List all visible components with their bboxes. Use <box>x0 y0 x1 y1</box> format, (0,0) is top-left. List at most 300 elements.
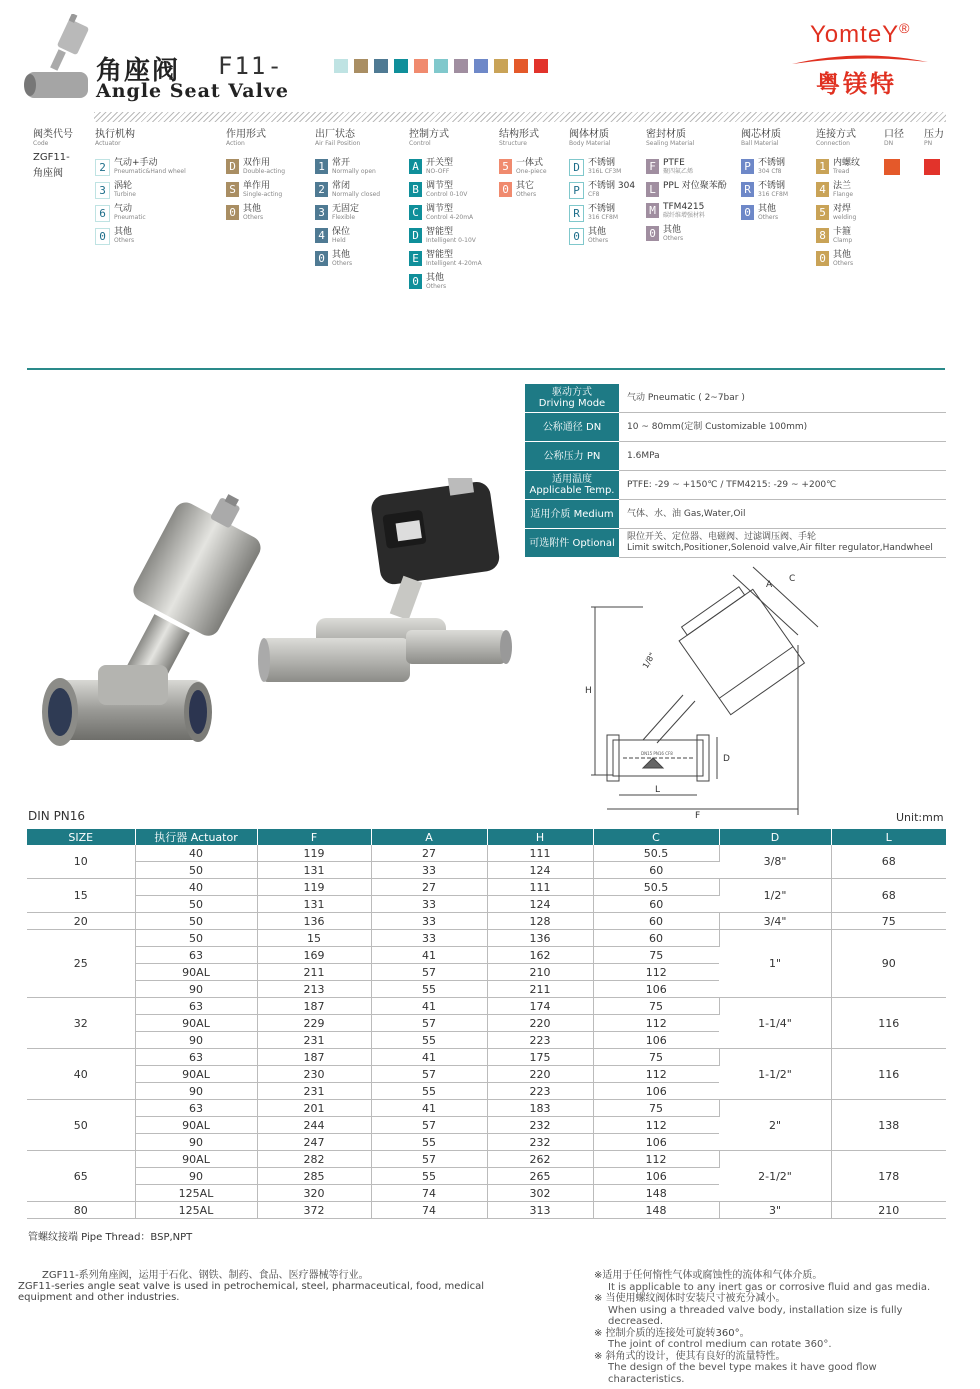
code-badge: B <box>409 182 422 197</box>
code-option-label: 其他 Others <box>243 204 264 221</box>
code-badge: F <box>646 159 659 174</box>
table-cell: 75 <box>593 1100 719 1117</box>
table-cell: 50 <box>135 930 257 947</box>
table-cell: 111 <box>487 845 593 862</box>
table-cell: 74 <box>371 1202 487 1219</box>
code-option-label-en: Single-acting <box>243 191 283 198</box>
table-header-cell: SIZE <box>27 829 135 845</box>
code-option-list <box>33 151 73 181</box>
spec-value-line: 10 ~ 80mm(定制 Customizable 100mm) <box>627 421 808 432</box>
code-option-label-en: Control 0-10V <box>426 191 468 198</box>
table-cell: 33 <box>371 862 487 879</box>
code-color-block <box>884 159 900 175</box>
code-option-label-en: Normally open <box>332 168 376 175</box>
code-column-header-en: Action <box>226 140 245 147</box>
code-badge: 0 <box>226 205 239 220</box>
table-header-cell: D <box>719 829 831 845</box>
spec-key-line: Driving Mode <box>538 398 606 409</box>
table-row <box>27 1049 946 1066</box>
logo-cn: 粤镁特 <box>816 70 897 98</box>
code-badge: 2 <box>95 159 110 176</box>
table-cell: 15 <box>257 930 371 947</box>
size-cell: 10 <box>27 845 135 879</box>
table-cell: 211 <box>257 964 371 981</box>
thread-d-cell: 2-1/2" <box>719 1151 831 1202</box>
code-option <box>499 159 547 176</box>
table-cell: 162 <box>487 947 593 964</box>
table-cell: 262 <box>487 1151 593 1168</box>
code-option-label: 气动 Pneumatic <box>114 204 146 221</box>
code-badge: D <box>226 159 239 174</box>
spec-value-line: 1.6MPa <box>627 450 660 461</box>
table-cell: 247 <box>257 1134 371 1151</box>
table-cell: 112 <box>593 1066 719 1083</box>
code-option-label: 其他 Others <box>663 225 684 242</box>
code-option-label-en: 316L CF3M <box>588 168 622 175</box>
code-badge: 2 <box>315 182 328 197</box>
table-cell: 231 <box>257 1032 371 1049</box>
table-cell: 220 <box>487 1015 593 1032</box>
application-note <box>18 1270 498 1303</box>
code-badge: S <box>226 182 239 197</box>
code-option-label: 常闭 Normally closed <box>332 181 381 198</box>
dim-label-l: L <box>655 785 661 795</box>
spec-key <box>525 500 619 529</box>
feature-note <box>594 1270 954 1293</box>
code-option-label: 其他 Others <box>114 227 135 244</box>
table-cell: 40 <box>135 845 257 862</box>
table-cell: 63 <box>135 1100 257 1117</box>
table-cell: 90 <box>135 1168 257 1185</box>
table-cell: 40 <box>135 879 257 896</box>
dim-label-f: F <box>695 811 701 820</box>
code-option <box>646 159 727 176</box>
code-option-label-en: CF8 <box>588 191 600 198</box>
code-option <box>315 182 380 199</box>
table-cell: 55 <box>371 1083 487 1100</box>
code-option <box>741 159 788 176</box>
table-cell: 90AL <box>135 1015 257 1032</box>
spec-value-line: PTFE: -29 ~ +150℃ / TFM4215: -29 ~ +200℃ <box>627 479 837 490</box>
code-badge: P <box>569 182 584 199</box>
table-cell: 63 <box>135 1049 257 1066</box>
code-option-label-en: Clamp <box>833 237 853 244</box>
table-cell: 50.5 <box>593 879 719 896</box>
size-cell: 32 <box>27 998 135 1049</box>
code-option-label: 不锈钢 304 Cf8 <box>758 158 786 175</box>
spec-value <box>619 529 946 558</box>
code-option-label: 不锈钢 316L CF3M <box>588 158 622 175</box>
code-option-label: 一体式 One-piece <box>516 158 547 175</box>
table-cell: 211 <box>487 981 593 998</box>
code-column-header-en: Ball Material <box>741 140 779 147</box>
spec-key <box>525 529 619 558</box>
code-option-label-en: One-piece <box>516 168 547 175</box>
feature-note-en: When using a threaded valve body, installation size is fully decreased. <box>608 1304 903 1327</box>
code-option-label: 不锈钢 304 CF8 <box>588 181 636 198</box>
code-badge: 0 <box>409 274 422 289</box>
code-option-list <box>816 159 860 268</box>
code-badge: D <box>569 159 584 176</box>
code-badge: 0 <box>569 228 584 245</box>
table-cell: 75 <box>593 947 719 964</box>
table-cell: 230 <box>257 1066 371 1083</box>
code-option <box>569 205 635 222</box>
table-cell: 57 <box>371 1066 487 1083</box>
code-option-label-en: Flange <box>833 191 854 198</box>
spec-key-line: 适用温度 <box>552 474 592 485</box>
code-column-header-en: PN <box>924 140 933 147</box>
code-option <box>569 228 635 245</box>
spec-row <box>525 471 946 500</box>
code-option-label: 调节型 Control 4-20mA <box>426 204 474 221</box>
table-cell: 90 <box>135 981 257 998</box>
table-cell: 112 <box>593 1117 719 1134</box>
code-option <box>741 205 788 222</box>
code-option <box>95 228 186 245</box>
code-option-label: 对焊 welding <box>833 204 857 221</box>
code-column <box>226 129 285 228</box>
table-cell: 313 <box>487 1202 593 1219</box>
code-badge: 3 <box>95 182 110 199</box>
code-badge: P <box>741 159 754 174</box>
code-option-label: 卡箍 Clamp <box>833 227 853 244</box>
code-column <box>741 129 788 228</box>
unit-label: Unit:mm <box>896 811 944 824</box>
spec-value-line: 气体、水、油 Gas,Water,Oil <box>627 508 746 519</box>
code-option-label: 开关型 NO-OFF <box>426 158 454 175</box>
code-option-label-en: 316 CF8M <box>758 191 788 198</box>
code-option-label-en: Held <box>332 237 346 244</box>
section-divider <box>27 368 945 370</box>
code-option-label-en: Others <box>758 214 779 221</box>
code-option <box>409 205 482 222</box>
length-l-cell: 178 <box>831 1151 946 1202</box>
code-column <box>499 129 547 205</box>
table-cell: 187 <box>257 1049 371 1066</box>
code-option-label-en: Others <box>663 235 684 242</box>
code-column-header: 连接方式 Connection <box>816 129 860 147</box>
code-badge: 0 <box>646 226 659 241</box>
table-row <box>27 1100 946 1117</box>
valve-photo-stainless <box>38 490 268 760</box>
thread-d-cell: 3/8" <box>719 845 831 879</box>
code-column <box>884 129 904 175</box>
spec-key-line: 适用介质 Medium <box>530 508 614 520</box>
code-option-label: 智能型 Intelligent 0-10V <box>426 227 476 244</box>
code-prefix: 角座阀 <box>33 168 63 179</box>
table-cell: 27 <box>371 845 487 862</box>
code-option <box>409 182 482 199</box>
color-swatch <box>334 59 348 73</box>
table-cell: 41 <box>371 998 487 1015</box>
table-cell: 55 <box>371 1134 487 1151</box>
code-badge: 0 <box>741 205 754 220</box>
code-option-label-en: NO-OFF <box>426 168 450 175</box>
code-option-list <box>924 159 944 175</box>
table-cell: 112 <box>593 1015 719 1032</box>
code-option <box>569 182 635 199</box>
application-note-en: ZGF11-series angle seat valve is used in petrochemical, steel, pharmaceutical, food, medical equipment and other industries. <box>18 1281 484 1303</box>
valve-photo-plastic-actuator <box>256 478 516 698</box>
code-column-header-en: Code <box>33 140 49 147</box>
table-cell: 106 <box>593 1134 719 1151</box>
dim-label-h: H <box>585 686 592 696</box>
code-option <box>226 159 285 176</box>
feature-note-cn: ※ 控制介质的连接处可旋转360°。 <box>594 1327 750 1339</box>
code-column-header: 出厂状态 Air Fail Position <box>315 129 380 147</box>
code-badge: 1 <box>315 159 328 174</box>
code-option <box>646 226 727 243</box>
feature-note-en: The design of the bevel type makes it have good flow characteristics. <box>608 1362 877 1385</box>
thread-d-cell: 1" <box>719 930 831 998</box>
code-badge: 1 <box>816 159 829 174</box>
color-swatch <box>374 59 388 73</box>
table-cell: 124 <box>487 896 593 913</box>
table-header-cell: A <box>371 829 487 845</box>
dim-label-port: 1/8" <box>640 651 658 670</box>
code-column <box>409 129 482 297</box>
code-column-header: 结构形式 Structure <box>499 129 547 147</box>
length-l-cell: 210 <box>831 1202 946 1219</box>
code-option <box>409 251 482 268</box>
table-cell: 187 <box>257 998 371 1015</box>
table-cell: 33 <box>371 896 487 913</box>
code-option-label: 涡轮 Turbine <box>114 181 136 198</box>
code-column-header-en: Air Fail Position <box>315 140 361 147</box>
code-column-header: 控制方式 Control <box>409 129 482 147</box>
code-badge: 5 <box>499 159 512 174</box>
spec-key-line: 公称压力 PN <box>543 450 601 462</box>
code-option <box>816 251 860 268</box>
spec-table <box>525 384 946 558</box>
code-column-header-en: Sealing Material <box>646 140 695 147</box>
code-column-header: 阀体材质 Body Material <box>569 129 635 147</box>
code-option <box>95 182 186 199</box>
code-option-label-en: welding <box>833 214 857 221</box>
code-option <box>315 228 380 245</box>
valve-thumbnail <box>22 14 102 104</box>
spec-key <box>525 442 619 471</box>
code-option-list <box>884 159 904 175</box>
table-cell: 27 <box>371 879 487 896</box>
code-column-header-en: Body Material <box>569 140 611 147</box>
length-l-cell: 75 <box>831 913 946 930</box>
code-option-label-en: 碳纤维增强材料 <box>663 212 706 219</box>
feature-note <box>594 1351 954 1386</box>
spec-value <box>619 384 946 413</box>
table-cell: 136 <box>257 913 371 930</box>
table-cell: 175 <box>487 1049 593 1066</box>
table-cell: 112 <box>593 1151 719 1168</box>
table-cell: 232 <box>487 1134 593 1151</box>
table-cell: 57 <box>371 1117 487 1134</box>
table-cell: 131 <box>257 896 371 913</box>
dim-label-d: D <box>723 754 730 764</box>
color-swatch <box>474 59 488 73</box>
body-stamp: DN15 PN16 CF8 <box>641 751 673 756</box>
code-option-label: PTFE 聚四氟乙烯 <box>663 158 694 175</box>
code-option-list <box>646 159 727 243</box>
code-badge: D <box>409 228 422 243</box>
code-option-label-en: Intelligent 4-20mA <box>426 260 482 267</box>
table-cell: 320 <box>257 1185 371 1202</box>
feature-notes <box>594 1270 954 1385</box>
size-cell: 15 <box>27 879 135 913</box>
table-row <box>27 930 946 947</box>
thread-d-cell: 3" <box>719 1202 831 1219</box>
spec-key-line: 公称通径 DN <box>542 421 602 433</box>
table-header-cell: 执行器 Actuator <box>135 829 257 845</box>
table-cell: 57 <box>371 1151 487 1168</box>
code-option <box>95 205 186 222</box>
table-cell: 106 <box>593 1168 719 1185</box>
table-row <box>27 879 946 896</box>
title-en: Angle Seat Valve <box>96 80 289 102</box>
code-column-header-en: Connection <box>816 140 850 147</box>
table-cell: 148 <box>593 1185 719 1202</box>
spec-key <box>525 413 619 442</box>
code-option <box>409 228 482 245</box>
code-option-label-en: Others <box>588 237 609 244</box>
pipe-thread-note: 管螺纹接端 Pipe Thread：BSP,NPT <box>28 1232 193 1243</box>
color-swatch <box>534 59 548 73</box>
table-cell: 124 <box>487 862 593 879</box>
spec-key <box>525 384 619 413</box>
table-cell: 33 <box>371 930 487 947</box>
code-option <box>741 182 788 199</box>
table-cell: 174 <box>487 998 593 1015</box>
table-cell: 119 <box>257 845 371 862</box>
table-cell: 106 <box>593 1083 719 1100</box>
table-cell: 60 <box>593 913 719 930</box>
table-cell: 60 <box>593 896 719 913</box>
table-cell: 265 <box>487 1168 593 1185</box>
table-cell: 223 <box>487 1032 593 1049</box>
code-option-label: 常开 Normally open <box>332 158 376 175</box>
length-l-cell: 68 <box>831 879 946 913</box>
code-badge: 0 <box>315 251 328 266</box>
table-cell: 90 <box>135 1083 257 1100</box>
code-badge: 0 <box>95 228 110 245</box>
code-column-header: 压力 PN <box>924 129 944 147</box>
table-cell: 90 <box>135 1032 257 1049</box>
code-option-label-en: Control 4-20mA <box>426 214 474 221</box>
table-header-cell: H <box>487 829 593 845</box>
table-cell: 106 <box>593 981 719 998</box>
spec-key <box>525 471 619 500</box>
feature-note <box>594 1293 954 1328</box>
code-column <box>924 129 944 175</box>
size-cell: 25 <box>27 930 135 998</box>
code-option-label: 其它 Others <box>516 181 537 198</box>
spec-row <box>525 384 946 413</box>
code-column-header-en: Control <box>409 140 431 147</box>
table-cell: 112 <box>593 964 719 981</box>
table-title: DIN PN16 <box>28 809 86 823</box>
code-option-label-en: Double-acting <box>243 168 286 175</box>
spec-row <box>525 413 946 442</box>
size-cell: 50 <box>27 1100 135 1151</box>
table-cell: 33 <box>371 913 487 930</box>
code-badge: M <box>646 203 659 218</box>
table-header-cell: F <box>257 829 371 845</box>
code-option-label: 法兰 Flange <box>833 181 854 198</box>
color-swatch <box>394 59 408 73</box>
table-cell: 60 <box>593 862 719 879</box>
code-option <box>409 274 482 291</box>
length-l-cell: 116 <box>831 1049 946 1100</box>
code-badge: 6 <box>95 205 110 222</box>
code-option <box>569 159 635 176</box>
code-option-label-en: Others <box>426 283 447 290</box>
spec-value-line: Limit switch,Positioner,Solenoid valve,Air filter regulator,Handwheel <box>627 543 933 553</box>
code-option-label: 双作用 Double-acting <box>243 158 286 175</box>
code-column <box>95 129 186 251</box>
table-cell: 90AL <box>135 964 257 981</box>
code-option-list <box>95 159 186 245</box>
code-option-label: 气动+手动 Pneumatic&Hand wheel <box>114 158 186 175</box>
table-cell: 50.5 <box>593 845 719 862</box>
code-column-header: 阀类代号 Code <box>33 129 73 147</box>
code-option-label: 其他 Others <box>332 250 353 267</box>
code-option-label-en: Normally closed <box>332 191 381 198</box>
code-option <box>816 159 860 176</box>
code-option <box>646 203 727 220</box>
table-cell: 63 <box>135 998 257 1015</box>
code-option <box>409 159 482 176</box>
table-cell: 223 <box>487 1083 593 1100</box>
code-option-label-en: 316 CF8M <box>588 214 618 221</box>
table-cell: 213 <box>257 981 371 998</box>
code-column-header: 执行机构 Actuator <box>95 129 186 147</box>
application-note-cn: ZGF11-系列角座阀，运用于石化、钢铁、制药、食品、医疗器械等行业。 <box>42 1270 369 1281</box>
code-option-label: 调节型 Control 0-10V <box>426 181 468 198</box>
table-cell: 372 <box>257 1202 371 1219</box>
table-row <box>27 913 946 930</box>
table-cell: 244 <box>257 1117 371 1134</box>
thread-d-cell: 1/2" <box>719 879 831 913</box>
table-cell: 75 <box>593 1049 719 1066</box>
code-column-header-en: DN <box>884 140 894 147</box>
table-row <box>27 1151 946 1168</box>
code-option-label: 其他 Others <box>588 227 609 244</box>
table-cell: 55 <box>371 1168 487 1185</box>
size-cell: 80 <box>27 1202 135 1219</box>
color-swatch <box>494 59 508 73</box>
code-option-label: TFM4215 碳纤维增强材料 <box>663 202 706 219</box>
header-divider <box>94 112 946 122</box>
dimension-drawing <box>583 565 943 820</box>
code-option-label: 内螺纹 Tread <box>833 158 861 175</box>
code-column-header-en: Structure <box>499 140 527 147</box>
table-cell: 41 <box>371 1049 487 1066</box>
code-option-list <box>315 159 380 268</box>
code-option-label-en: Flexible <box>332 214 356 221</box>
table-cell: 183 <box>487 1100 593 1117</box>
size-cell: 20 <box>27 913 135 930</box>
code-column-header: 阀芯材质 Ball Material <box>741 129 788 147</box>
dim-label-a: A <box>766 580 773 590</box>
code-option <box>315 251 380 268</box>
feature-note-en: It is applicable to any inert gas or corrosive fluid and gas media. <box>608 1281 931 1293</box>
table-cell: 90AL <box>135 1117 257 1134</box>
code-option <box>816 205 860 222</box>
feature-note <box>594 1328 954 1351</box>
code-color-block <box>924 159 940 175</box>
table-row <box>27 998 946 1015</box>
title-model: F11- <box>218 52 284 80</box>
